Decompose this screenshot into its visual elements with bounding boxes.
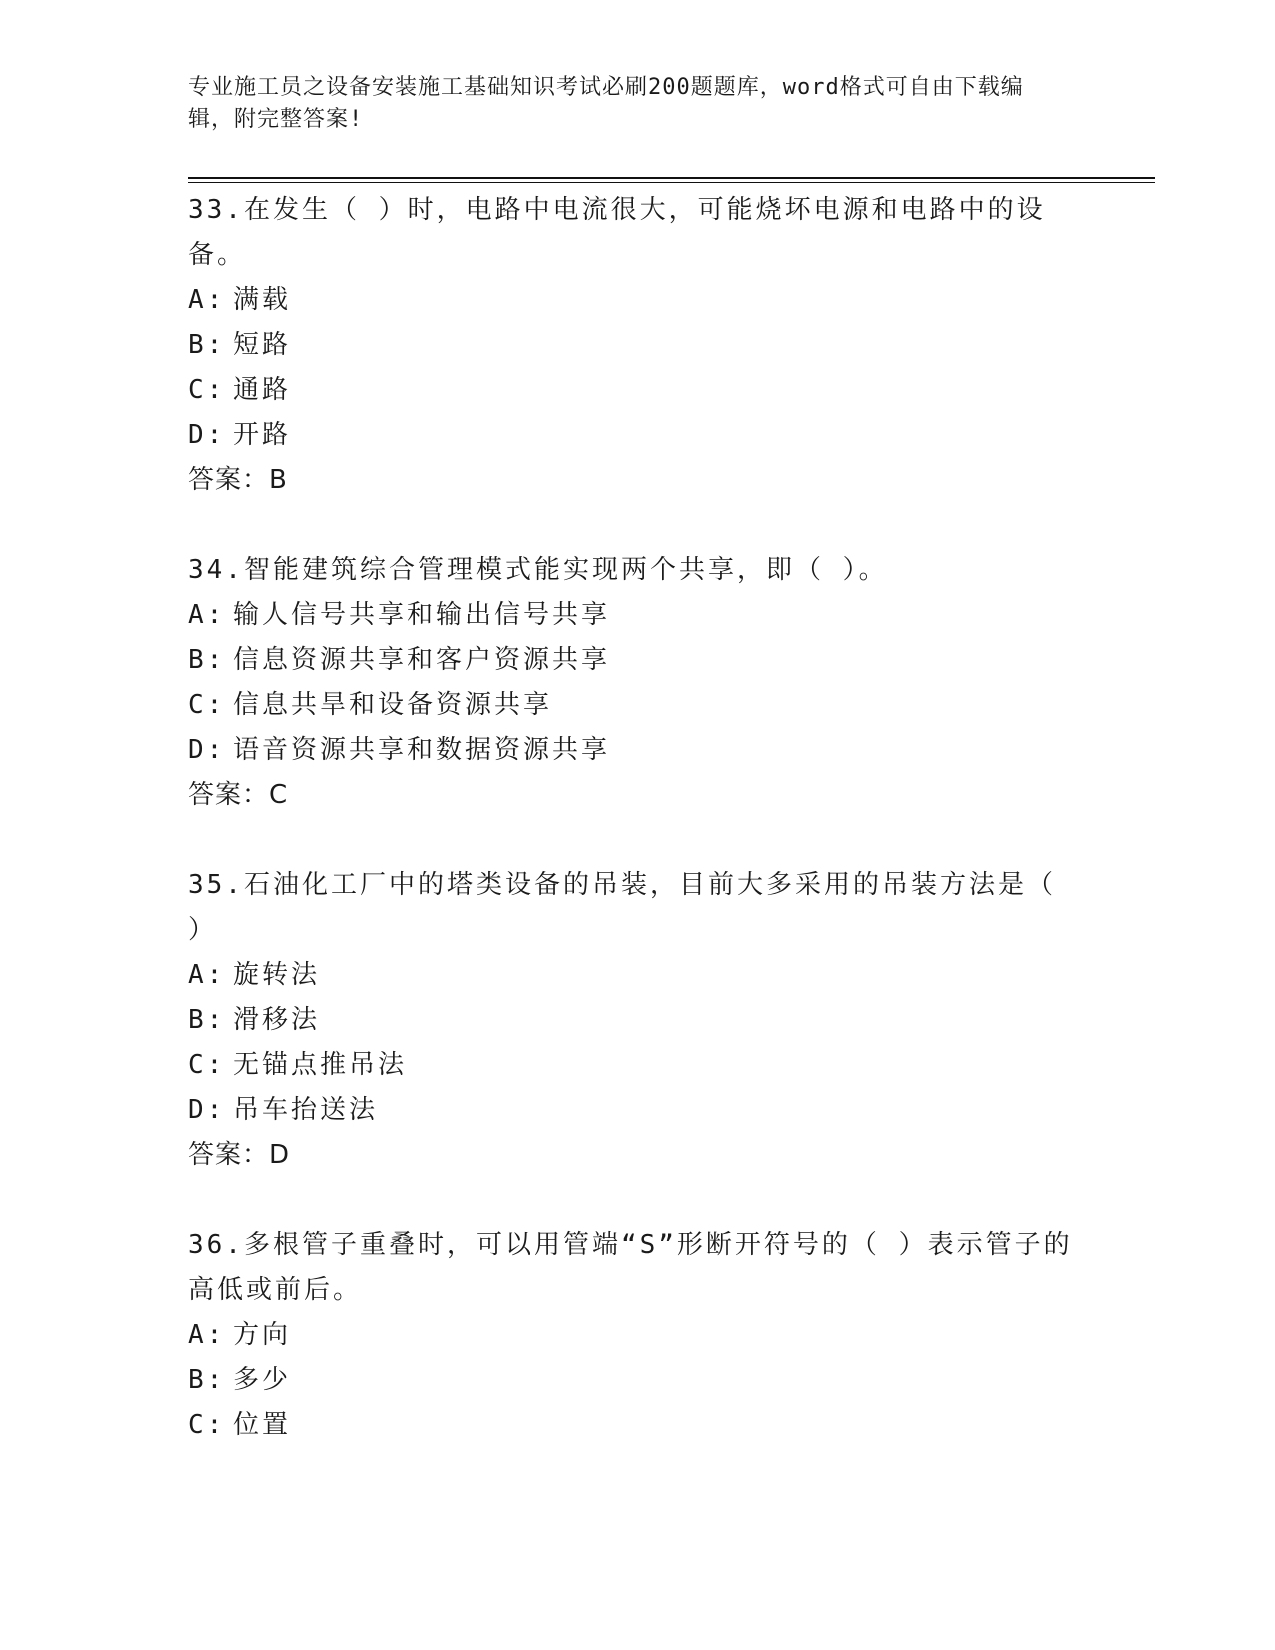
question-36 xyxy=(188,1223,1088,1448)
option-c xyxy=(188,683,1088,728)
option-text: 输人信号共享和输出信号共享 xyxy=(233,600,611,630)
option-text: 位置 xyxy=(233,1410,292,1440)
answer-line: 答案：D xyxy=(188,1140,291,1170)
option-letter: A: xyxy=(188,960,226,990)
question-stem: 34.智能建筑综合管理模式能实现两个共享，即（ ）。 xyxy=(188,555,888,585)
option-text: 通路 xyxy=(233,375,292,405)
option-text: 满载 xyxy=(233,285,292,315)
question-stem: 33.在发生（ ）时，电路中电流很大，可能烧坏电源和电路中的设备。 xyxy=(188,195,1046,270)
header-divider-thick xyxy=(188,177,1155,179)
option-letter: C: xyxy=(188,1050,226,1080)
question-33 xyxy=(188,188,1088,503)
option-a xyxy=(188,593,1088,638)
option-text: 方向 xyxy=(233,1320,292,1350)
option-text: 信息资源共享和客户资源共享 xyxy=(233,645,611,675)
option-text: 短路 xyxy=(233,330,292,360)
option-letter: B: xyxy=(188,330,226,360)
option-c xyxy=(188,1043,1088,1088)
option-letter: A: xyxy=(188,285,226,315)
option-letter: C: xyxy=(188,1410,226,1440)
option-letter: A: xyxy=(188,1320,226,1350)
option-a xyxy=(188,1313,1088,1358)
option-text: 信息共旱和设备资源共享 xyxy=(233,690,553,720)
question-35 xyxy=(188,863,1088,1178)
option-letter: C: xyxy=(188,375,226,405)
header-divider-thin xyxy=(188,182,1155,183)
question-stem: 35.石油化工厂中的塔类设备的吊装，目前大多采用的吊装方法是（ ） xyxy=(188,870,1056,945)
option-text: 滑移法 xyxy=(233,1005,321,1035)
option-letter: A: xyxy=(188,600,226,630)
option-b xyxy=(188,998,1088,1043)
option-letter: B: xyxy=(188,645,226,675)
option-b xyxy=(188,323,1088,368)
answer-line: 答案：B xyxy=(188,465,288,495)
question-list xyxy=(188,188,1088,1493)
option-text: 吊车抬送法 xyxy=(233,1095,379,1125)
question-34 xyxy=(188,548,1088,818)
document-header: 专业施工员之设备安装施工基础知识考试必刷200题题库，word格式可自由下载编辑，附完整答案! xyxy=(188,75,1024,132)
option-letter: B: xyxy=(188,1365,226,1395)
option-letter: D: xyxy=(188,735,226,765)
option-text: 旋转法 xyxy=(233,960,321,990)
option-d xyxy=(188,413,1088,458)
option-letter: B: xyxy=(188,1005,226,1035)
option-letter: D: xyxy=(188,1095,226,1125)
question-stem: 36.多根管子重叠时，可以用管端“S”形断开符号的（ ）表示管子的高低或前后。 xyxy=(188,1230,1073,1305)
option-c xyxy=(188,368,1088,413)
option-text: 开路 xyxy=(233,420,292,450)
option-b xyxy=(188,1358,1088,1403)
option-text: 语音资源共享和数据资源共享 xyxy=(233,735,611,765)
option-text: 多少 xyxy=(233,1365,292,1395)
option-letter: C: xyxy=(188,690,226,720)
option-d xyxy=(188,1088,1088,1133)
option-letter: D: xyxy=(188,420,226,450)
option-c xyxy=(188,1403,1088,1448)
option-a xyxy=(188,278,1088,323)
answer-line: 答案：C xyxy=(188,780,289,810)
option-text: 无锚点推吊法 xyxy=(233,1050,408,1080)
option-d xyxy=(188,728,1088,773)
option-b xyxy=(188,638,1088,683)
option-a xyxy=(188,953,1088,998)
